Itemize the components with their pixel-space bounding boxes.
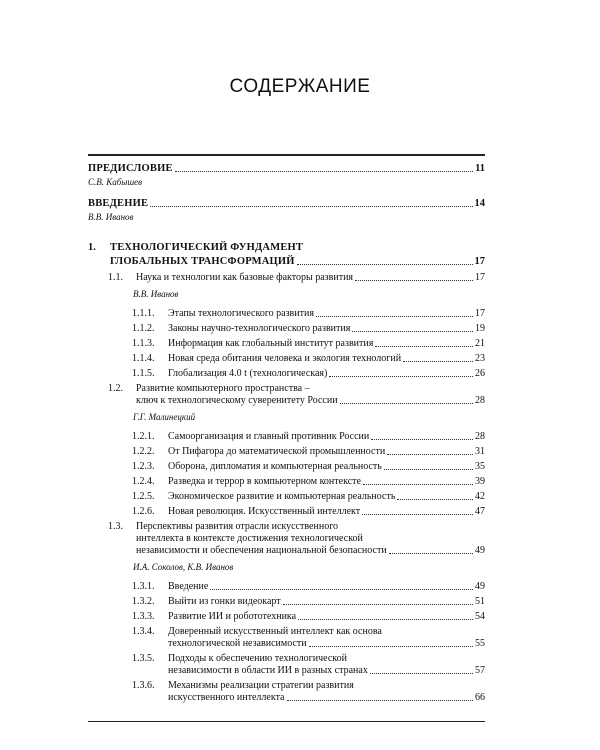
leader-dots	[403, 361, 473, 362]
leader-dots	[389, 553, 473, 554]
toc-entry-1-1[interactable]	[88, 272, 485, 284]
toc-page-number: 55	[475, 638, 485, 649]
toc-section-number: 1.2.	[108, 383, 123, 394]
toc-page-number: 31	[475, 446, 485, 457]
toc-subsection-number: 1.2.6.	[132, 506, 155, 517]
toc-bottom-rule	[88, 721, 485, 722]
toc-subsection-number: 1.2.3.	[132, 461, 155, 472]
toc-entry-1-2-1[interactable]	[88, 431, 485, 443]
toc-entry-1-1-1[interactable]	[88, 308, 485, 320]
toc-entry-1-3-5[interactable]	[88, 665, 485, 677]
toc-author: В.В. Иванов	[133, 289, 179, 299]
table-of-contents	[88, 163, 485, 707]
toc-page-number: 17	[475, 308, 485, 319]
toc-entry-chapter-1[interactable]	[88, 256, 485, 268]
leader-dots	[355, 280, 473, 281]
toc-entry-title: Новая среда обитания человека и экология технологий	[168, 353, 402, 364]
toc-entry-1-2-2[interactable]	[88, 446, 485, 458]
toc-author: С.В. Кабышев	[88, 177, 143, 187]
leader-dots	[340, 403, 473, 404]
toc-entry-title: Развитие ИИ и робототехника	[168, 611, 297, 622]
toc-entry-title: ТЕХНОЛОГИЧЕСКИЙ ФУНДАМЕНТ	[110, 242, 304, 253]
toc-entry-title: Развитие компьютерного пространства –	[136, 383, 310, 394]
leader-dots	[287, 700, 474, 701]
toc-subsection-number: 1.3.4.	[132, 626, 155, 637]
toc-subsection-number: 1.1.1.	[132, 308, 155, 319]
toc-subsection-number: 1.3.1.	[132, 581, 155, 592]
toc-entry-title: От Пифагора до математической промышленности	[168, 446, 386, 457]
toc-entry-1-3-3[interactable]	[88, 611, 485, 623]
toc-page-number: 19	[475, 323, 485, 334]
leader-dots	[297, 264, 473, 265]
leader-dots	[387, 454, 473, 455]
toc-subsection-number: 1.3.6.	[132, 680, 155, 691]
toc-page-number: 28	[475, 431, 485, 442]
toc-page-number: 26	[475, 368, 485, 379]
toc-entry-title: интеллекта в контексте достижения технологической	[136, 533, 363, 544]
toc-entry-1-1-3[interactable]	[88, 338, 485, 350]
leader-dots	[316, 316, 473, 317]
leader-dots	[352, 331, 473, 332]
toc-subsection-title-line[interactable]	[88, 680, 485, 692]
leader-dots	[371, 439, 473, 440]
leader-dots	[363, 484, 473, 485]
toc-entry-1-1-2[interactable]	[88, 323, 485, 335]
toc-subsection-number: 1.2.1.	[132, 431, 155, 442]
toc-entry-1-2-4[interactable]	[88, 476, 485, 488]
toc-section-title-line[interactable]	[88, 533, 485, 545]
toc-subsection-number: 1.2.5.	[132, 491, 155, 502]
toc-entry-1-3-4[interactable]	[88, 638, 485, 650]
toc-subsection-number: 1.1.3.	[132, 338, 155, 349]
toc-page-number: 57	[475, 665, 485, 676]
toc-entry-1-1-5[interactable]	[88, 368, 485, 380]
page-title: СОДЕРЖАНИЕ	[229, 76, 371, 97]
toc-entry-title: Подходы к обеспечению технологической	[168, 653, 347, 664]
leader-dots	[283, 604, 473, 605]
toc-entry-1-2-6[interactable]	[88, 506, 485, 518]
leader-dots	[397, 499, 473, 500]
leader-dots	[329, 376, 473, 377]
toc-entry-title: Глобализация 4.0 t (технологическая)	[168, 368, 328, 379]
toc-page-number: 49	[475, 545, 485, 556]
toc-section-title-line[interactable]	[88, 383, 485, 395]
toc-page-number: 17	[474, 256, 485, 267]
toc-page-number: 54	[475, 611, 485, 622]
toc-page-number: 17	[475, 272, 485, 283]
toc-subsection-number: 1.1.5.	[132, 368, 155, 379]
toc-entry-title: Наука и технологии как базовые факторы развития	[136, 272, 354, 283]
toc-entry-title: ключ к технологическому суверенитету России	[136, 395, 338, 406]
leader-dots	[362, 514, 473, 515]
toc-page-number: 35	[475, 461, 485, 472]
toc-entry-title: Новая революция. Искусственный интеллект	[168, 506, 361, 517]
toc-subsection-number: 1.3.2.	[132, 596, 155, 607]
toc-entry-title: независимости в области ИИ в разных странах	[168, 665, 368, 676]
toc-entry-1-3[interactable]	[88, 545, 485, 557]
toc-entry-title: ПРЕДИСЛОВИЕ	[88, 163, 173, 174]
toc-page-number: 47	[475, 506, 485, 517]
toc-entry-title: Информация как глобальный институт развития	[168, 338, 374, 349]
toc-page-number: 23	[475, 353, 485, 364]
toc-page-number: 42	[475, 491, 485, 502]
toc-page-number: 51	[475, 596, 485, 607]
toc-author: В.В. Иванов	[88, 212, 134, 222]
toc-author: И.А. Соколов, К.В. Иванов	[133, 562, 234, 572]
toc-subsection-title-line[interactable]	[88, 653, 485, 665]
toc-entry-title: технологической независимости	[168, 638, 307, 649]
toc-entry-1-2-5[interactable]	[88, 491, 485, 503]
toc-entry-title: независимости и обеспечения национальной безопасности	[136, 545, 387, 556]
toc-top-rule	[88, 154, 485, 156]
toc-entry-1-3-1[interactable]	[88, 581, 485, 593]
toc-subsection-number: 1.2.4.	[132, 476, 155, 487]
toc-page-number: 21	[475, 338, 485, 349]
toc-author: Г.Г. Малинецкий	[133, 412, 196, 422]
toc-subsection-number: 1.3.3.	[132, 611, 155, 622]
leader-dots	[210, 589, 473, 590]
toc-entry-title: Разведка и террор в компьютерном контексте	[168, 476, 361, 487]
toc-entry-title: Самоорганизация и главный противник России	[168, 431, 370, 442]
toc-section-title-line[interactable]	[88, 521, 485, 533]
leader-dots	[309, 646, 473, 647]
toc-entry-1-1-4[interactable]	[88, 353, 485, 365]
toc-entry-title: Перспективы развития отрасли искусственного	[136, 521, 339, 532]
toc-page-number: 66	[475, 692, 485, 703]
toc-subsection-number: 1.1.2.	[132, 323, 155, 334]
toc-entry-1-2-3[interactable]	[88, 461, 485, 473]
toc-section-number: 1.3.	[108, 521, 123, 532]
toc-section-number: 1.1.	[108, 272, 123, 283]
toc-subsection-title-line[interactable]	[88, 626, 485, 638]
toc-entry-title: Этапы технологического развития	[168, 308, 314, 319]
toc-entry-title: искусственного интеллекта	[168, 692, 285, 703]
toc-entry-title: Экономическое развитие и компьютерная реальность	[168, 491, 396, 502]
toc-entry-title: Введение	[168, 581, 209, 592]
toc-page-number: 49	[475, 581, 485, 592]
toc-entry-title: Законы научно-технологического развития	[168, 323, 351, 334]
leader-dots	[298, 619, 473, 620]
toc-subsection-number: 1.3.5.	[132, 653, 155, 664]
toc-entry-title: Оборона, дипломатия и компьютерная реальность	[168, 461, 382, 472]
leader-dots	[384, 469, 473, 470]
toc-page-number: 39	[475, 476, 485, 487]
toc-entry-title: ГЛОБАЛЬНЫХ ТРАНСФОРМАЦИЙ	[110, 256, 295, 267]
toc-subsection-number: 1.1.4.	[132, 353, 155, 364]
leader-dots	[370, 673, 473, 674]
toc-chapter-number: 1.	[88, 242, 96, 253]
toc-page-number: 28	[475, 395, 485, 406]
toc-subsection-number: 1.2.2.	[132, 446, 155, 457]
leader-dots	[375, 346, 473, 347]
toc-entry-title: Механизмы реализации стратегии развития	[168, 680, 354, 691]
leader-dots	[175, 171, 473, 172]
toc-entry-1-2[interactable]	[88, 395, 485, 407]
toc-entry-1-3-2[interactable]	[88, 596, 485, 608]
toc-chapter-title-line[interactable]	[88, 242, 485, 254]
toc-entry-title: Доверенный искусственный интеллект как основа	[168, 626, 382, 637]
toc-entry-preface[interactable]	[88, 163, 485, 175]
toc-page-number: 14	[474, 198, 485, 209]
toc-entry-title: Выйти из гонки видеокарт	[168, 596, 281, 607]
toc-entry-1-3-6[interactable]	[88, 692, 485, 704]
toc-page-number: 11	[475, 163, 485, 174]
toc-entry-title: ВВЕДЕНИЕ	[88, 198, 149, 209]
leader-dots	[150, 206, 472, 207]
toc-entry-intro[interactable]	[88, 198, 485, 210]
